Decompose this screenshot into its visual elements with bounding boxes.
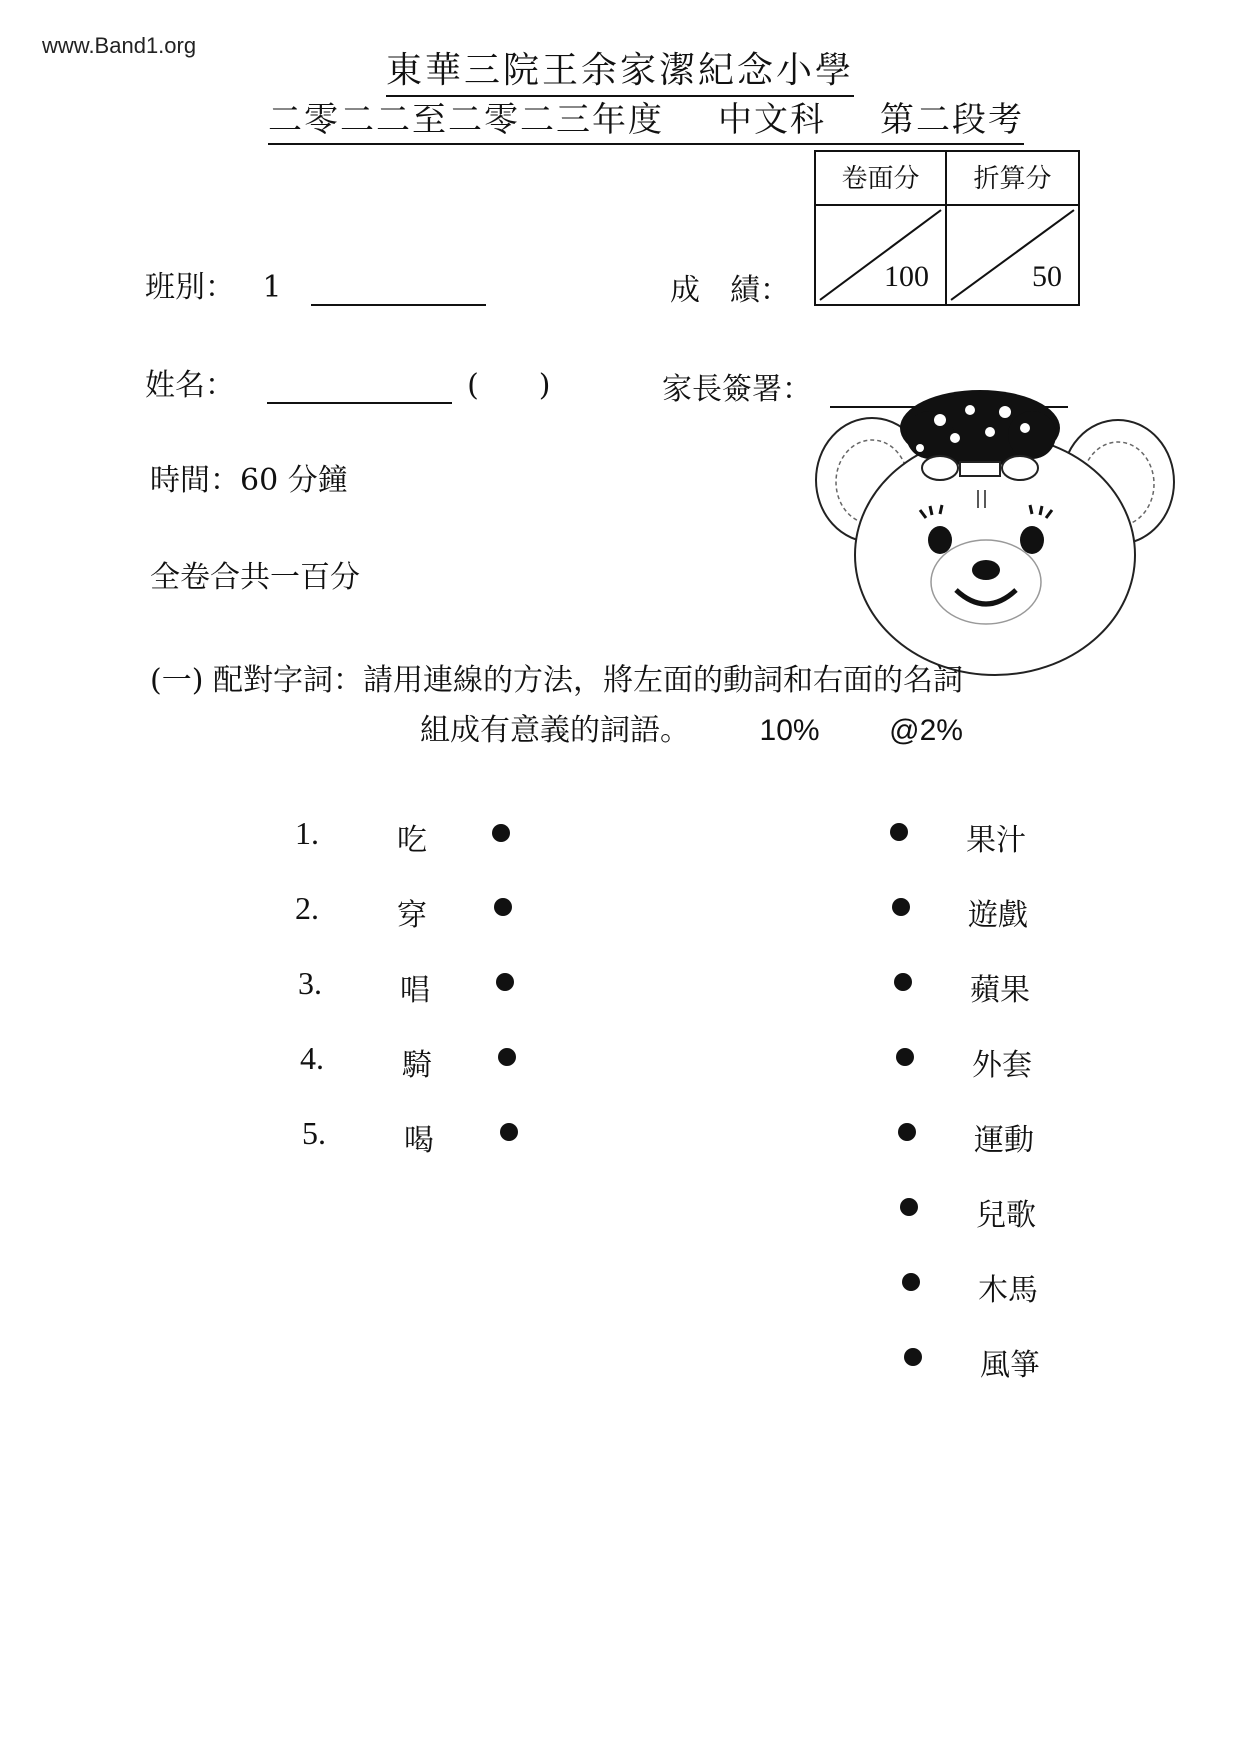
school-title: 東華三院王余家潔紀念小學 <box>0 42 1240 93</box>
verb-connector-dot[interactable] <box>500 1123 518 1141</box>
exam-name: 第二段考 <box>880 100 1024 140</box>
verb-word: 唱 <box>400 973 430 1008</box>
converted-score-cell <box>947 206 1078 304</box>
bear-illustration <box>810 390 1180 680</box>
class-field <box>145 262 486 306</box>
verb-number: 4. <box>300 1040 324 1076</box>
verb-connector-dot[interactable] <box>492 824 510 842</box>
name-label: 姓名： <box>145 368 235 403</box>
total-marks: 全卷合共一百分 <box>150 560 360 595</box>
converted-score-total: 50 <box>1032 260 1062 293</box>
time-allowed: 時間：60 分鐘 <box>150 463 348 498</box>
verb-number: 3. <box>298 965 322 1001</box>
question-1-heading: (一) 配對字詞：請用連線的方法，將左面的動詞和右面的名詞 <box>150 663 963 698</box>
verb-connector-dot[interactable] <box>496 973 514 991</box>
name-field <box>145 360 551 404</box>
paper-score-header: 卷面分 <box>816 152 947 206</box>
parent-signature-label: 家長簽署： <box>662 372 812 407</box>
verb-connector-dot[interactable] <box>494 898 512 916</box>
verb-word: 吃 <box>397 823 427 858</box>
class-value: 1 <box>262 270 282 305</box>
verb-number: 2. <box>295 890 319 926</box>
noun-connector-dot[interactable] <box>904 1348 922 1366</box>
name-blank[interactable] <box>267 402 452 404</box>
noun-word: 果汁 <box>966 823 1026 858</box>
class-number-paren: ( ) <box>467 368 551 403</box>
noun-word: 遊戲 <box>968 898 1028 933</box>
paper-score-total: 100 <box>884 260 929 293</box>
noun-connector-dot[interactable] <box>900 1198 918 1216</box>
noun-connector-dot[interactable] <box>890 823 908 841</box>
verb-number: 5. <box>302 1115 326 1151</box>
noun-connector-dot[interactable] <box>896 1048 914 1066</box>
question-1-marks: 10% <box>759 714 820 747</box>
school-year: 二零二二至二零二三年度 <box>268 100 664 140</box>
noun-connector-dot[interactable] <box>894 973 912 991</box>
class-blank[interactable] <box>311 304 486 306</box>
noun-word: 蘋果 <box>970 973 1030 1008</box>
score-box <box>814 150 1080 306</box>
noun-connector-dot[interactable] <box>892 898 910 916</box>
exam-subtitle <box>268 92 1024 145</box>
verb-connector-dot[interactable] <box>498 1048 516 1066</box>
noun-word: 外套 <box>972 1048 1032 1083</box>
noun-connector-dot[interactable] <box>898 1123 916 1141</box>
verb-word: 騎 <box>402 1048 432 1083</box>
class-label: 班別： <box>145 270 235 305</box>
subject: 中文科 <box>718 100 826 140</box>
noun-word: 木馬 <box>978 1273 1038 1308</box>
watermark: www.Band1.org <box>42 33 197 58</box>
converted-score-header: 折算分 <box>947 152 1078 206</box>
grade-label: 成 績： <box>670 273 790 308</box>
verb-word: 穿 <box>397 898 427 933</box>
noun-word: 兒歌 <box>976 1198 1036 1233</box>
noun-word: 風箏 <box>980 1348 1040 1383</box>
noun-connector-dot[interactable] <box>902 1273 920 1291</box>
noun-word: 運動 <box>974 1123 1034 1158</box>
question-1-marks-each: @2% <box>889 714 963 747</box>
question-1-sub: 組成有意義的詞語。 <box>420 713 690 748</box>
verb-number: 1. <box>295 815 319 851</box>
verb-word: 喝 <box>404 1123 434 1158</box>
paper-score-cell <box>816 206 947 304</box>
question-1-instruction <box>420 705 963 749</box>
